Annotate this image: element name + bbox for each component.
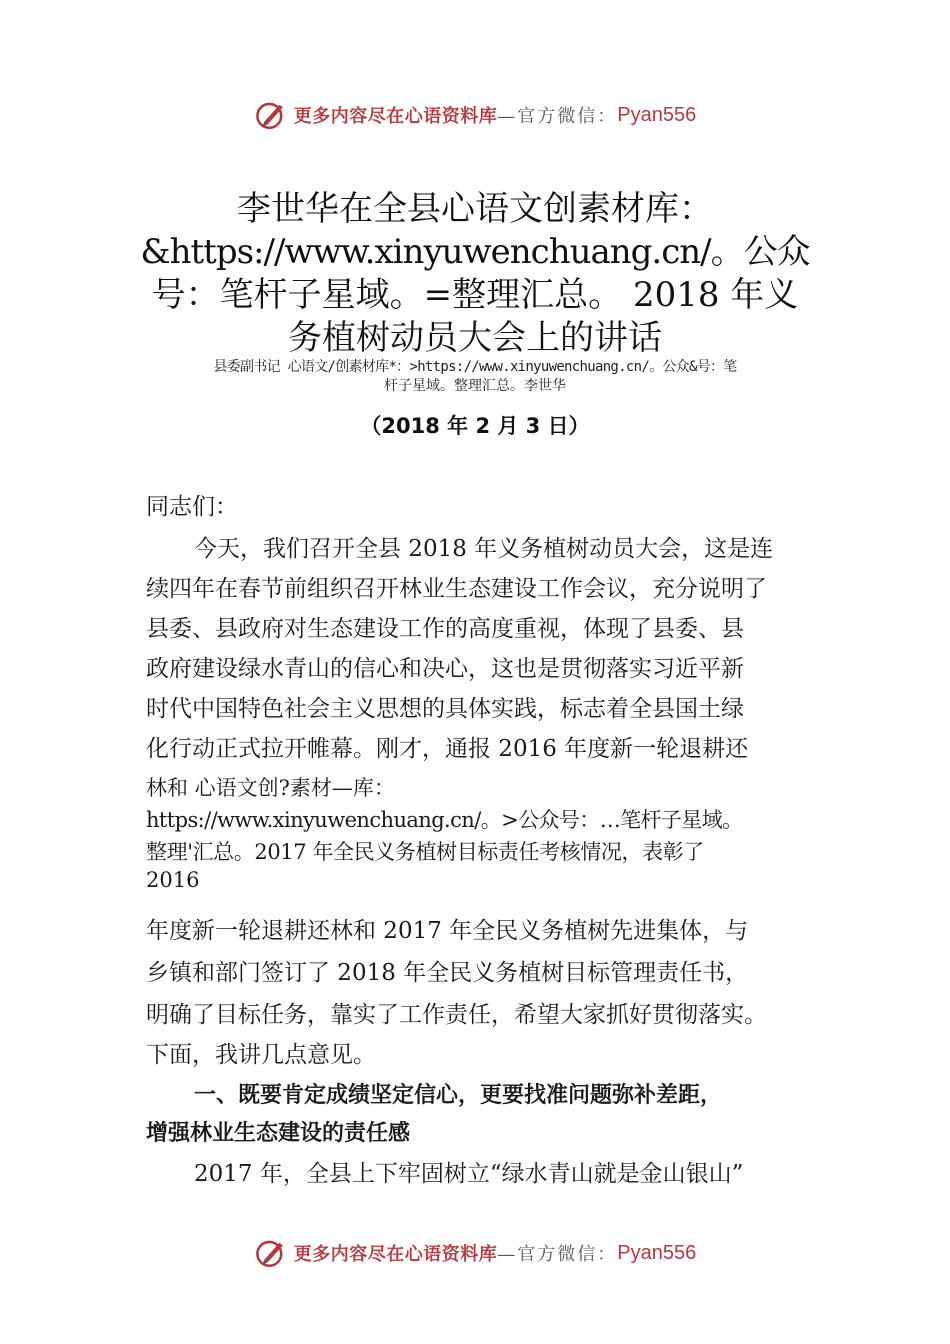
body-line: 下面，我讲几点意见。 (146, 1042, 376, 1068)
section-heading: 增强林业生态建设的责任感 (146, 1121, 411, 1146)
title-line: 李世华在全县心语文创素材库： (237, 189, 713, 229)
title-line: 号：笔杆子星域。=整理汇总。 2018 年义 (151, 275, 799, 315)
body-line: 时代中国特色社会主义思想的具体实践，标志着全县国土绿 (146, 696, 744, 722)
body-line: 2016 (146, 868, 200, 892)
banner-text: 更多内容尽在心语资料库 (293, 106, 498, 127)
banner-wechat-id: Pyan556 (617, 103, 697, 126)
pen-logo-icon (254, 1236, 288, 1270)
body-line: 政府建设绿水青山的信心和决心，这也是贯彻落实习近平新 (146, 656, 744, 682)
section-heading: 一、既要肯定成绩坚定信心，更要找准问题弥补差距， (194, 1083, 723, 1108)
banner-separator: —官方微信： (497, 106, 618, 127)
body-line: 同志们： (146, 494, 238, 520)
body-line: 年度新一轮退耕还林和 2017 年全民义务植树先进集体，与 (146, 918, 749, 944)
banner-wechat-id: Pyan556 (617, 1241, 697, 1264)
header-banner (0, 95, 950, 135)
body-line: 整理'汇总。2017 年全民义务植树目标责任考核情况，表彰了 (146, 840, 704, 864)
document-date: （2018 年 2 月 3 日） (360, 414, 590, 438)
body-line: https://www.xinyuwenchuang.cn/。>公众号：…笔杆子星域。 (146, 808, 743, 832)
title-line: 务植树动员大会上的讲话 (288, 318, 662, 358)
subtitle-line: 杆子星域。整理汇总。李世华 (384, 378, 566, 394)
footer-banner (0, 1233, 950, 1273)
pen-logo-icon (254, 98, 288, 132)
banner-separator: —官方微信： (497, 1244, 618, 1265)
body-line: 乡镇和部门签订了 2018 年全民义务植树目标管理责任书， (146, 960, 749, 986)
title-line: &https://www.xinyuwenchuang.cn/。公众 (140, 232, 810, 272)
body-line: 续四年在春节前组织召开林业生态建设工作会议，充分说明了 (146, 576, 767, 602)
document-subtitle (150, 358, 800, 396)
body-line: 明确了目标任务，靠实了工作责任，希望大家抓好贯彻落实。 (146, 1002, 767, 1028)
body-line: 县委、县政府对生态建设工作的高度重视，体现了县委、县 (146, 616, 744, 642)
body-line: 化行动正式拉开帷幕。刚才，通报 2016 年度新一轮退耕还 (146, 736, 749, 762)
document-title (130, 188, 820, 360)
subtitle-line: 县委副书记 心语文/创素材库*：>https://www.xinyuwenchuang.cn/。公众&号：笔 (213, 359, 737, 375)
body-line: 2017 年，全县上下牢固树立“绿水青山就是金山银山” (194, 1161, 744, 1187)
banner-text: 更多内容尽在心语资料库 (293, 1244, 498, 1265)
body-line: 今天，我们召开全县 2018 年义务植树动员大会，这是连 (194, 536, 774, 562)
body-line: 林和 心语文创?素材—库： (146, 776, 395, 800)
